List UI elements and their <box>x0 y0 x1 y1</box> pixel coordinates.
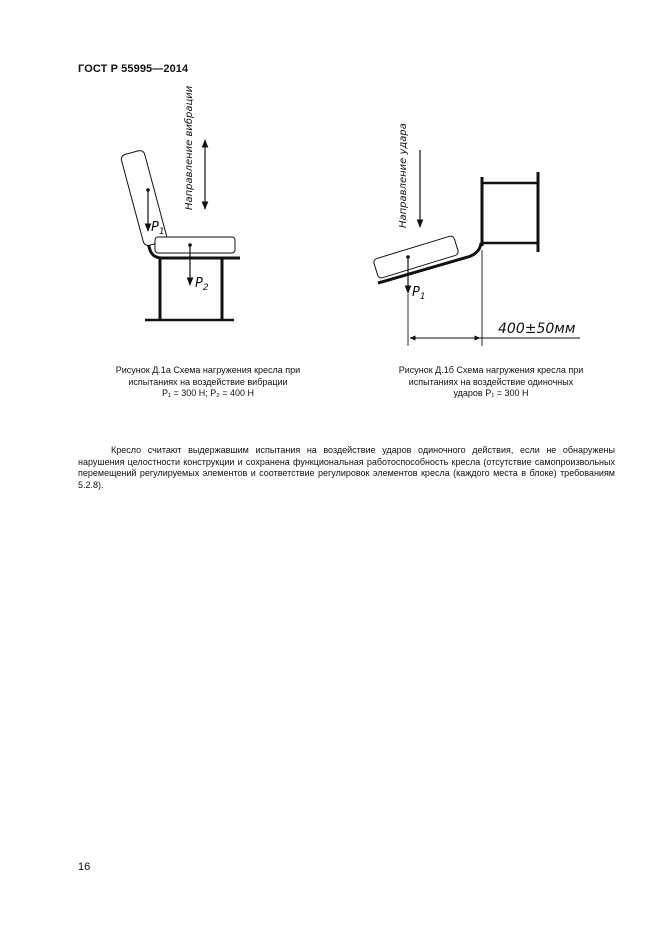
force-label-p1: $P_1$ <box>151 220 165 237</box>
figure-b-caption-line2: испытаниях на воздействие одиночных <box>408 376 574 387</box>
page-number: 16 <box>78 861 91 873</box>
figure-a-caption-line3: P₁ = 300 Н; P₂ = 400 Н <box>161 388 255 398</box>
figure-a-drawing <box>120 85 240 320</box>
figure-a-caption <box>92 365 324 400</box>
seat-cushion <box>155 237 235 253</box>
document-header: ГОСТ Р 55995—2014 <box>78 63 189 75</box>
figure-b-drawing <box>373 123 580 346</box>
impact-direction-label: Направление удара <box>398 123 409 228</box>
figure-b-caption <box>380 365 602 400</box>
figure-b-caption-line3: ударов P₁ = 300 Н <box>453 388 529 398</box>
force-label-p1-b: $P_1$ <box>412 285 426 302</box>
dimension-value: 400±50мм <box>498 321 576 337</box>
figure-a-caption-line2: испытаниях на воздействие вибрации <box>128 376 288 387</box>
force-label-p2: $P_2$ <box>195 276 209 293</box>
body-paragraph: Кресло считают выдержавшим испытания на воздействие ударов одиночного действия, если не обнаружены нарушения целостности конструкции и сохранена функциональная работоспособность кресла (отсутствие самопроизвольных перемещений регулируемых элементов и соответствие регулировок элементов кресла (каждого места в блоке) требованиям 5.2.8). <box>78 445 615 490</box>
figure-b-caption-line1: Рисунок Д.1б Схема нагружения кресла при <box>398 365 584 375</box>
vibration-direction-label: Направление вибрации <box>184 85 195 210</box>
figure-a-caption-line1: Рисунок Д.1а Схема нагружения кресла при <box>115 365 301 375</box>
